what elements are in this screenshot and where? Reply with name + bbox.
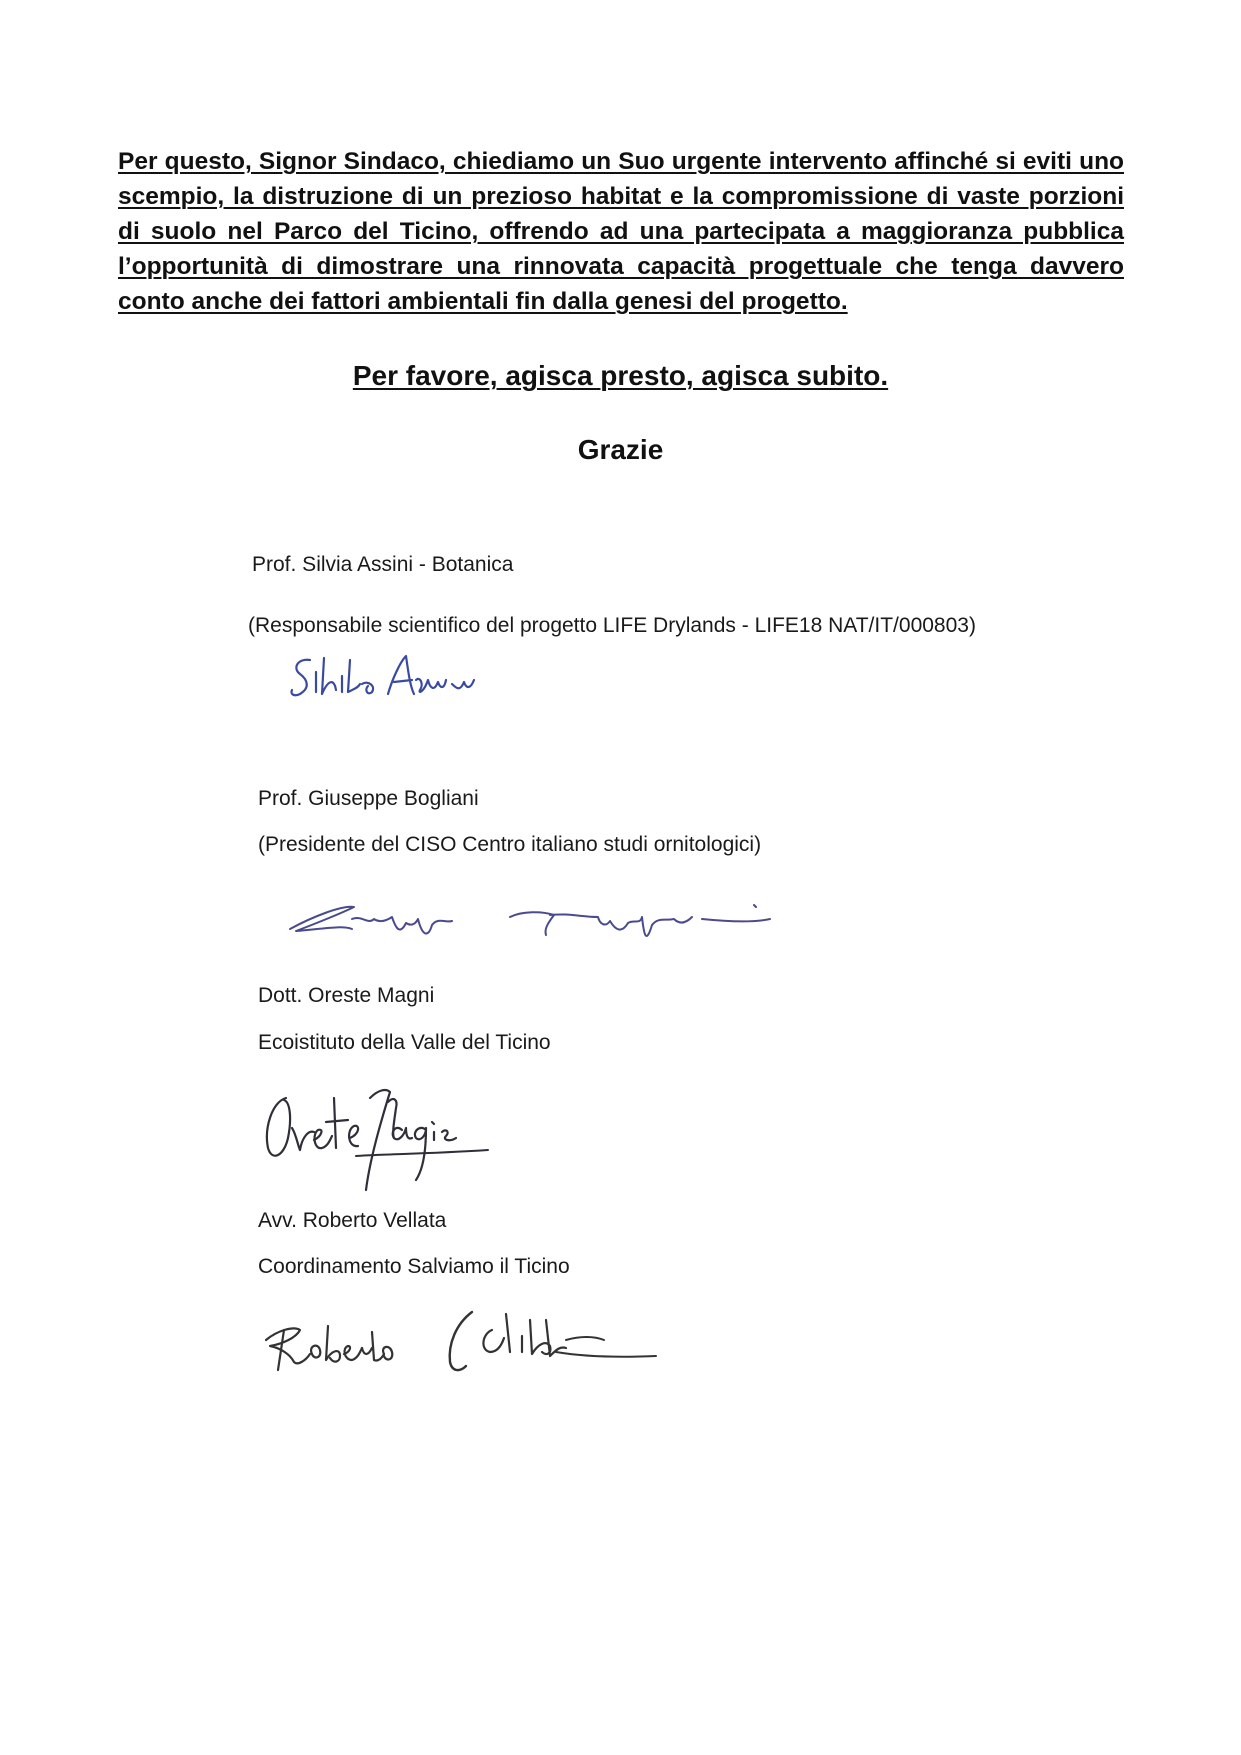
- signatory-role-2: (Presidente del CISO Centro italiano studi ornitologici): [258, 833, 762, 856]
- signatory-name-4: Avv. Roberto Vellata: [258, 1209, 447, 1232]
- signatory-role-3: Ecoistituto della Valle del Ticino: [258, 1031, 551, 1054]
- signature-giuseppe-bogliani: [282, 895, 782, 953]
- thanks-heading: Grazie: [577, 434, 664, 465]
- appeal-paragraph: Per questo, Signor Sindaco, chiediamo un Suo urgente intervento affinché si eviti uno scempio, la distruzione di un prezioso habitat e la compromissione di vaste porzioni di suolo nel Parco del Ticino, offrendo ad una partecipata a maggioranza pubblica l’opportunità di dimostrare una rinnovata capacità progettuale che tenga davvero conto anche dei fattori ambientali fin dalla genesi del progetto.: [118, 148, 1124, 315]
- signatory-name-1: Prof. Silvia Assini - Botanica: [252, 553, 514, 576]
- signatory-name-2: Prof. Giuseppe Bogliani: [258, 787, 479, 810]
- signature-roberto-vellata: [260, 1300, 680, 1380]
- signatory-role-4: Coordinamento Salviamo il Ticino: [258, 1255, 570, 1278]
- plea-heading: Per favore, agisca presto, agisca subito.: [352, 360, 889, 391]
- signatory-role-1: (Responsabile scientifico del progetto LIFE Drylands - LIFE18 NAT/IT/000803): [248, 614, 976, 637]
- signature-silvia-assini: [288, 650, 498, 710]
- signatory-name-3: Dott. Oreste Magni: [258, 984, 435, 1007]
- signature-oreste-magni: [256, 1078, 506, 1198]
